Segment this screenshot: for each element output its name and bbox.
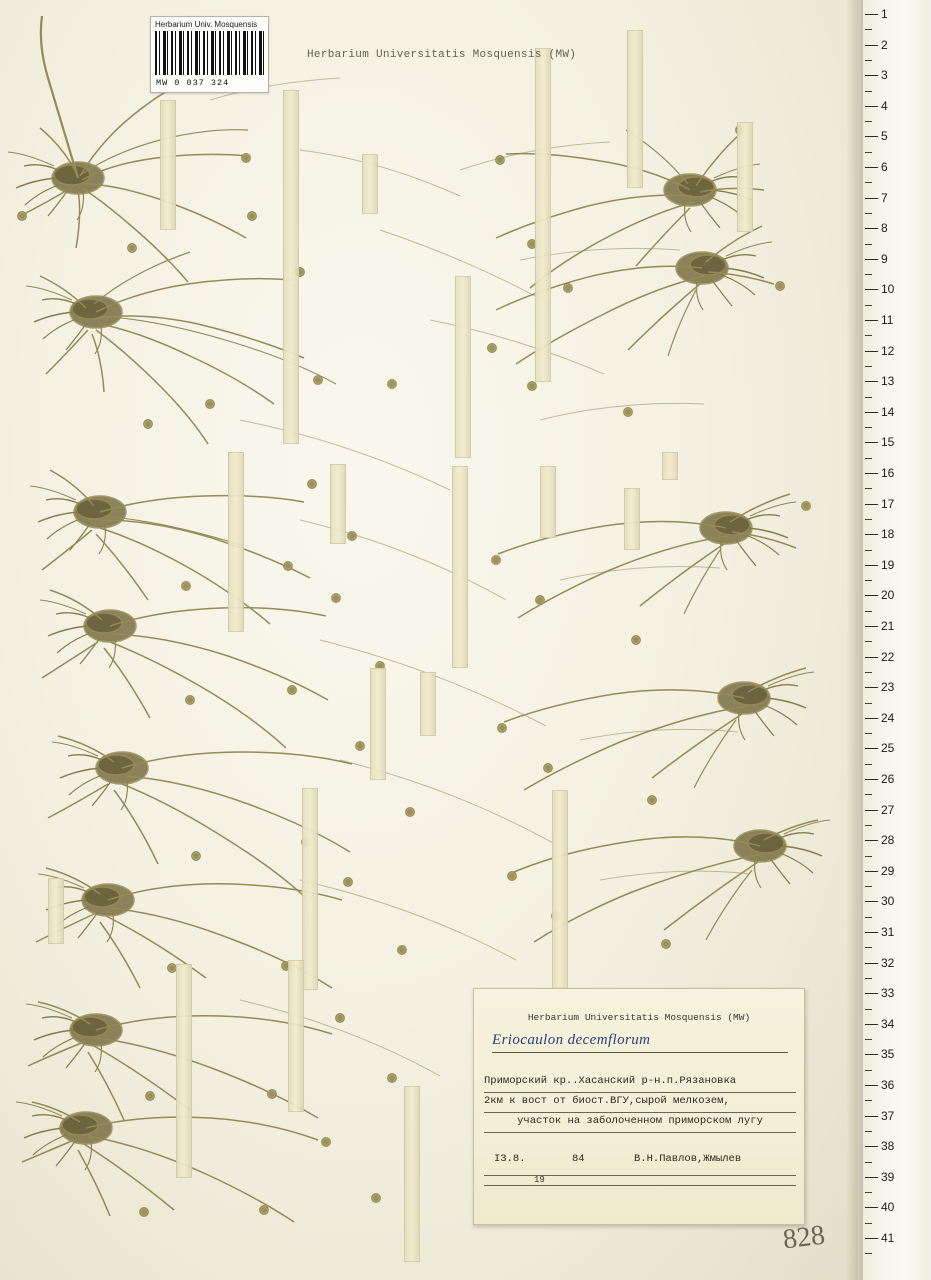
- ruler-tick-minor: [865, 1009, 872, 1010]
- barcode-institution: Herbarium Univ. Mosquensis: [155, 20, 258, 29]
- determination-label: [473, 988, 805, 1225]
- ruler-tick-minor: [865, 244, 872, 245]
- ruler-tick: [865, 1024, 878, 1025]
- mounting-strip: [452, 466, 468, 668]
- ruler-tick: [865, 45, 878, 46]
- ruler-label: 7: [881, 190, 888, 205]
- ruler-label: 5: [881, 129, 888, 144]
- ruler-label: 14: [881, 404, 895, 419]
- ruler-tick-minor: [865, 794, 872, 795]
- ruler-tick: [865, 963, 878, 964]
- ruler-tick: [865, 687, 878, 688]
- mounting-strip: [627, 30, 643, 188]
- ruler-tick-minor: [865, 305, 872, 306]
- ruler-tick: [865, 871, 878, 872]
- ruler-label: 13: [881, 374, 895, 389]
- ruler-label: 36: [881, 1078, 895, 1092]
- ruler-label: 35: [881, 1047, 895, 1062]
- ruler-tick-minor: [865, 519, 872, 520]
- ruler-tick-minor: [865, 397, 872, 398]
- mounting-strip: [48, 878, 64, 944]
- collection-footer: [484, 1151, 796, 1176]
- ruler-tick: [865, 993, 878, 994]
- ruler-tick-minor: [865, 917, 872, 918]
- ruler-tick-minor: [865, 121, 872, 122]
- ruler-label: 17: [881, 496, 895, 511]
- ruler-tick-minor: [865, 703, 872, 704]
- mounting-strip: [160, 100, 176, 230]
- ruler-tick: [865, 626, 878, 627]
- ruler-tick-minor: [865, 611, 872, 612]
- ruler-label: 29: [881, 863, 895, 878]
- locality-line-3: участок на заболоченном приморском лугу: [484, 1113, 796, 1133]
- ruler-label: 3: [881, 68, 888, 83]
- ruler-tick-minor: [865, 1070, 872, 1071]
- mounting-strip: [552, 790, 568, 1002]
- pencil-accession-number: 828: [781, 1219, 827, 1256]
- mounting-strip: [420, 672, 436, 736]
- mounting-strip: [662, 452, 678, 480]
- ruler-tick-minor: [865, 182, 872, 183]
- mounting-strip: [362, 154, 378, 214]
- ruler-label: 2: [881, 37, 888, 52]
- ruler-tick-minor: [865, 152, 872, 153]
- mounting-strip: [176, 964, 192, 1178]
- ruler-label: 19: [881, 557, 895, 572]
- ruler-label: 40: [881, 1200, 895, 1215]
- ruler-tick-minor: [865, 1253, 872, 1254]
- collection-date: I3.8.: [494, 1153, 526, 1165]
- ruler-tick: [865, 1054, 878, 1055]
- ruler-tick-minor: [865, 947, 872, 948]
- mounting-strip: [624, 488, 640, 550]
- ruler-label: 20: [881, 588, 895, 603]
- mounting-strip: [288, 960, 304, 1112]
- ruler-tick: [865, 718, 878, 719]
- ruler-label: 8: [881, 221, 888, 236]
- ruler-tick: [865, 320, 878, 321]
- mounting-strip: [737, 122, 753, 232]
- ruler-label: 24: [881, 710, 895, 725]
- ruler-tick-minor: [865, 366, 872, 367]
- ruler-label: 12: [881, 343, 895, 358]
- ruler-tick-minor: [865, 580, 872, 581]
- ruler-tick: [865, 1116, 878, 1117]
- ruler-tick-minor: [865, 550, 872, 551]
- ruler-tick: [865, 289, 878, 290]
- ruler-tick: [865, 198, 878, 199]
- barcode-label: [150, 16, 269, 93]
- ruler-tick: [865, 534, 878, 535]
- ruler-tick-minor: [865, 335, 872, 336]
- year-prefix: 19: [534, 1175, 545, 1185]
- ruler-label: 21: [881, 619, 895, 633]
- collectors: В.Н.Павлов,Жмылев: [634, 1153, 742, 1165]
- ruler-tick-minor: [865, 458, 872, 459]
- ruler-tick-minor: [865, 886, 872, 887]
- ruler-tick: [865, 657, 878, 658]
- mounting-strip: [404, 1086, 420, 1262]
- ruler-tick: [865, 136, 878, 137]
- ruler-tick-minor: [865, 978, 872, 979]
- ruler-tick: [865, 412, 878, 413]
- mounting-strip: [330, 464, 346, 544]
- locality-line-2: 2км к вост от биост.ВГУ,сырой мелкозем,: [484, 1093, 796, 1113]
- label-header: Herbarium Universitatis Mosquensis (MW): [527, 1012, 751, 1023]
- ruler-label: 18: [881, 527, 895, 542]
- ruler-tick: [865, 840, 878, 841]
- ruler-tick-minor: [865, 825, 872, 826]
- ruler-label: 11: [881, 313, 894, 327]
- mounting-strip: [228, 452, 244, 632]
- ruler-tick-minor: [865, 733, 872, 734]
- ruler-tick-minor: [865, 1100, 872, 1101]
- ruler-tick: [865, 1085, 878, 1086]
- ruler-label: 6: [881, 160, 888, 174]
- ruler-label: 1: [881, 7, 888, 21]
- ruler-tick-minor: [865, 1162, 872, 1163]
- ruler-tick: [865, 1207, 878, 1208]
- ruler-label: 23: [881, 680, 895, 695]
- ruler-tick-minor: [865, 764, 872, 765]
- ruler-tick-minor: [865, 427, 872, 428]
- ruler-tick: [865, 565, 878, 566]
- ruler-tick-minor: [865, 60, 872, 61]
- barcode-bars: [155, 31, 264, 75]
- ruler-tick: [865, 1146, 878, 1147]
- mounting-strip: [283, 90, 299, 444]
- ruler-tick: [865, 381, 878, 382]
- ruler-tick-minor: [865, 672, 872, 673]
- ruler-tick: [865, 810, 878, 811]
- taxon-name: Eriocaulon decemflorum: [492, 1032, 788, 1053]
- ruler-label: 33: [881, 986, 895, 1001]
- ruler-label: 26: [881, 772, 895, 786]
- ruler-tick-minor: [865, 29, 872, 30]
- ruler-tick: [865, 259, 878, 260]
- mounting-strip: [540, 466, 556, 538]
- mounting-strip: [302, 788, 318, 990]
- ruler-tick: [865, 473, 878, 474]
- ruler-label: 22: [881, 649, 895, 664]
- ruler-label: 38: [881, 1139, 895, 1154]
- ruler-tick-minor: [865, 1131, 872, 1132]
- ruler-tick: [865, 167, 878, 168]
- ruler-label: 27: [881, 802, 895, 817]
- ruler-tick: [865, 1177, 878, 1178]
- herbarium-stamp: Herbarium Universitatis Mosquensis (MW): [307, 49, 577, 61]
- ruler-tick-minor: [865, 488, 872, 489]
- measurement-ruler: [862, 0, 931, 1280]
- ruler-tick: [865, 1238, 878, 1239]
- ruler-tick-minor: [865, 1192, 872, 1193]
- ruler-label: 41: [881, 1231, 895, 1245]
- ruler-tick: [865, 779, 878, 780]
- ruler-tick: [865, 932, 878, 933]
- ruler-tick: [865, 106, 878, 107]
- ruler-label: 31: [881, 925, 895, 939]
- ruler-label: 34: [881, 1016, 895, 1031]
- ruler-label: 39: [881, 1169, 895, 1184]
- mounting-strip: [535, 48, 551, 382]
- locality-line-1: Приморский кр..Хасанский р-н.п.Рязановка: [484, 1073, 796, 1093]
- ruler-tick: [865, 14, 878, 15]
- ruler-label: 32: [881, 955, 895, 970]
- ruler-label: 28: [881, 833, 895, 848]
- ruler-label: 30: [881, 894, 895, 909]
- ruler-tick: [865, 75, 878, 76]
- ruler-label: 4: [881, 98, 888, 113]
- ruler-label: 16: [881, 466, 895, 480]
- collection-year: 84: [572, 1153, 585, 1165]
- ruler-label: 10: [881, 282, 895, 297]
- ruler-tick: [865, 228, 878, 229]
- ruler-tick: [865, 351, 878, 352]
- ruler-tick-minor: [865, 1039, 872, 1040]
- locality-block: [484, 1073, 796, 1133]
- ruler-tick: [865, 901, 878, 902]
- ruler-tick: [865, 504, 878, 505]
- ruler-tick: [865, 442, 878, 443]
- mounting-strip: [370, 668, 386, 780]
- ruler-tick-minor: [865, 274, 872, 275]
- ruler-tick-minor: [865, 213, 872, 214]
- ruler-label: 37: [881, 1108, 895, 1123]
- ruler-label: 25: [881, 741, 895, 756]
- ruler-tick: [865, 595, 878, 596]
- ruler-label: 15: [881, 435, 895, 450]
- label-bottom-rule: [484, 1185, 796, 1186]
- ruler-tick-minor: [865, 856, 872, 857]
- ruler-tick: [865, 748, 878, 749]
- ruler-label: 9: [881, 251, 888, 266]
- ruler-tick-minor: [865, 1223, 872, 1224]
- barcode-code: MW 0 037 324: [156, 78, 230, 88]
- ruler-tick-minor: [865, 641, 872, 642]
- ruler-tick-minor: [865, 91, 872, 92]
- mounting-strip: [455, 276, 471, 458]
